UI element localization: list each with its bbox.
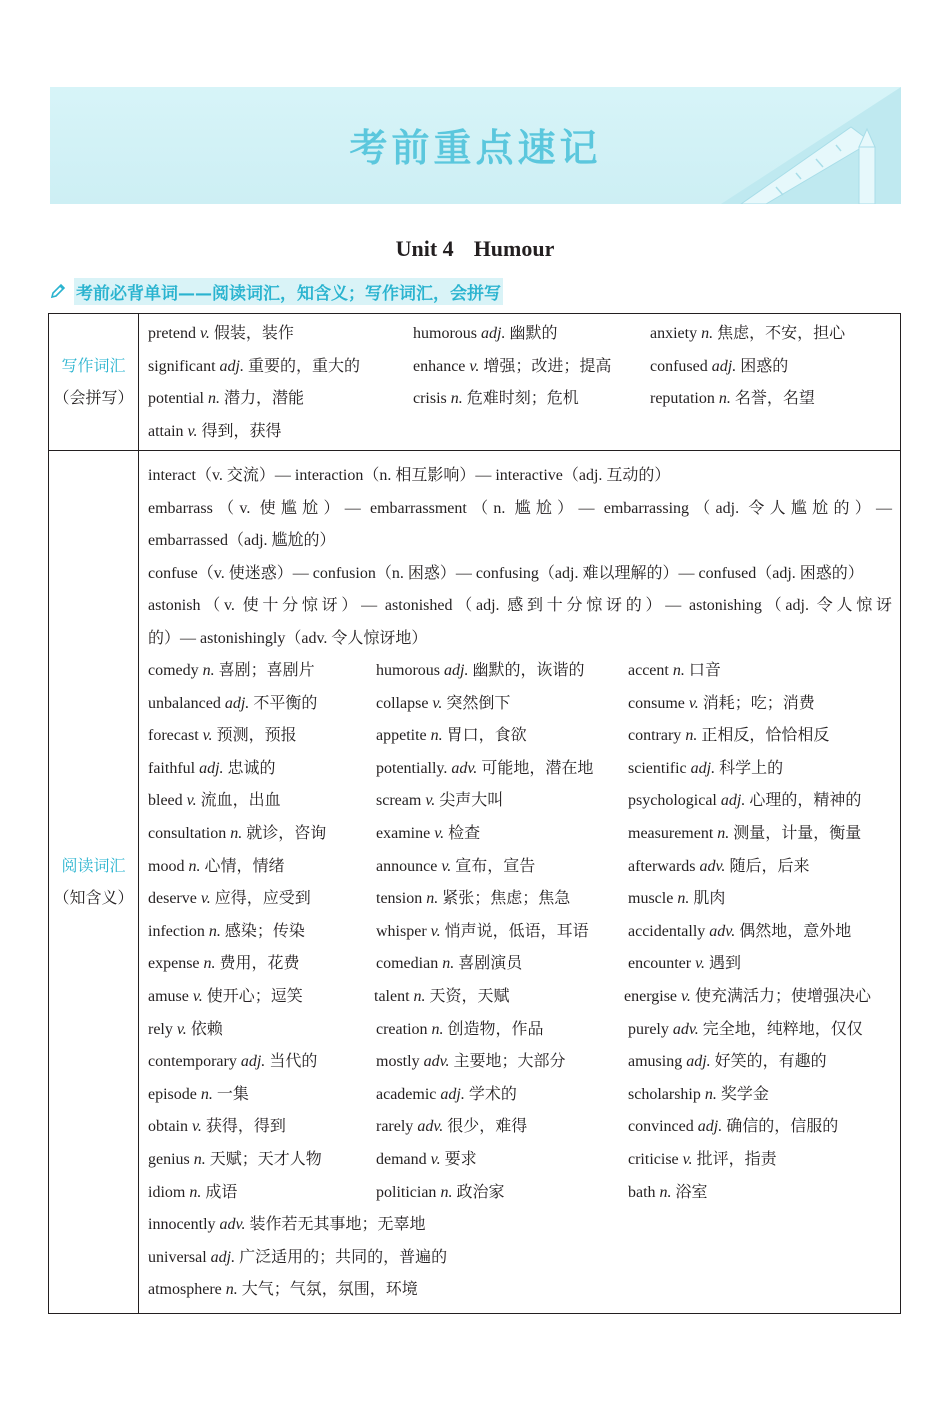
entry-pos: n. — [668, 662, 689, 679]
entry-meaning: 增强；改进；提高 — [483, 357, 612, 375]
entry-pos: v. — [678, 1151, 697, 1168]
vocab-entry — [628, 916, 851, 948]
entry-pos: adj. — [436, 1085, 469, 1103]
entry-meaning: 成语 — [205, 1183, 238, 1201]
entry-meaning: 不平衡的 — [253, 694, 318, 712]
entry-word: contemporary — [148, 1053, 237, 1071]
entry-pos: adj. — [686, 759, 720, 777]
entry-pos: n. — [426, 727, 447, 745]
vocab-entry — [624, 981, 871, 1013]
entry-pos: v. — [428, 694, 447, 712]
vocab-entry — [628, 1014, 863, 1046]
entry-pos: v. — [684, 694, 703, 712]
entry-word: announce — [376, 857, 438, 875]
entry-meaning: 肌肉 — [693, 890, 726, 908]
entry-meaning: 心理的，精神的 — [749, 792, 862, 810]
entry-word: consultation — [148, 825, 227, 842]
entry-pos: n. — [438, 955, 459, 973]
entry-pos: n. — [203, 390, 224, 407]
entry-word: amuse — [148, 988, 189, 1005]
entry-meaning: 口音 — [688, 662, 721, 679]
entry-meaning: 危难时刻；危机 — [466, 390, 579, 407]
vocab-entry — [628, 753, 783, 785]
vocab-entry — [148, 351, 360, 383]
section-title: 考前必背单词——阅读词汇，知含义；写作词汇，会拼写 — [74, 278, 503, 305]
row-divider — [49, 450, 900, 451]
entry-pos: n. — [184, 857, 205, 875]
entry-pos: adj. — [477, 325, 510, 342]
entry-word: amusing — [628, 1053, 683, 1071]
entry-meaning: 遇到 — [709, 955, 742, 973]
entry-pos: n. — [655, 1183, 676, 1201]
entry-word: rarely — [376, 1118, 414, 1136]
entry-meaning: 胃口，食欲 — [446, 727, 527, 745]
entry-pos: adv. — [695, 857, 730, 875]
vocab-entry — [148, 851, 284, 883]
entry-word: mood — [148, 857, 185, 875]
entry-meaning: 名誉，名望 — [734, 390, 815, 407]
vocab-entry — [376, 1046, 566, 1078]
vocab-entry — [148, 753, 276, 785]
entry-meaning: 批评，指责 — [696, 1151, 777, 1168]
vocab-entry — [628, 851, 809, 883]
vocab-entry — [628, 1177, 708, 1209]
vocab-entry — [628, 1144, 777, 1176]
vocab-entry — [628, 948, 741, 980]
entry-meaning: 焦虑，不安，担心 — [717, 325, 846, 342]
entry-word: afterwards — [628, 857, 696, 875]
entry-meaning: 创造物，作品 — [447, 1020, 544, 1038]
entry-pos: v. — [677, 988, 695, 1005]
entry-pos: n. — [185, 1183, 206, 1201]
entry-meaning: 消耗；吃；消费 — [702, 694, 815, 712]
entry-word: mostly — [376, 1053, 420, 1071]
entry-meaning: 悄声说，低语，耳语 — [444, 922, 589, 940]
entry-word: talent — [374, 988, 410, 1005]
entry-word: deserve — [148, 890, 197, 908]
word-family-line: embarrass（v. 使尴尬）— embarrassment（n. 尴尬）— embarrassing（adj. 令人尴尬的）— — [148, 499, 892, 517]
entry-pos: n. — [673, 890, 694, 908]
entry-pos: v. — [188, 1118, 206, 1136]
entry-word: convinced — [628, 1118, 694, 1136]
vocab-entry — [376, 785, 503, 817]
vocab-entry — [628, 655, 721, 687]
entry-pos: v. — [196, 890, 215, 908]
entry-meaning: 测量，计量，衡量 — [733, 825, 862, 842]
entry-pos: adj. — [693, 1118, 727, 1136]
entry-pos: n. — [700, 1085, 721, 1103]
vocab-entry — [376, 1014, 544, 1046]
entry-pos: adj. — [440, 662, 473, 679]
entry-pos: n. — [221, 1281, 242, 1299]
vocab-entry — [628, 720, 829, 752]
entry-word: atmosphere — [148, 1281, 222, 1299]
vocab-entry — [628, 785, 861, 817]
entry-word: examine — [376, 825, 431, 842]
entry-meaning: 很少，难得 — [447, 1118, 528, 1136]
entry-pos: n. — [436, 1183, 457, 1201]
entry-pos: adv. — [668, 1020, 703, 1038]
entry-word: universal — [148, 1248, 207, 1266]
entry-word: consume — [628, 694, 685, 712]
vocab-entry — [148, 1242, 447, 1274]
entry-meaning: 当代的 — [269, 1053, 318, 1071]
vocab-entry — [148, 655, 315, 687]
entry-meaning: 就诊，咨询 — [246, 825, 327, 842]
entry-pos: v. — [195, 325, 214, 342]
entry-meaning: 装作若无其事地；无辜地 — [249, 1216, 426, 1234]
vocab-entry — [413, 318, 557, 350]
entry-word: idiom — [148, 1183, 186, 1201]
entry-meaning: 好笑的，有趣的 — [714, 1053, 827, 1071]
writing-label-main: 写作词汇 — [61, 356, 126, 375]
entry-word: purely — [628, 1020, 669, 1038]
entry-word: academic — [376, 1085, 437, 1103]
entry-pos: adv. — [215, 1216, 250, 1234]
vocab-entry — [628, 1079, 769, 1111]
entry-meaning: 浴室 — [675, 1183, 708, 1201]
vocab-entry — [376, 1111, 527, 1143]
entry-meaning: 天赋；天才人物 — [209, 1151, 322, 1168]
entry-pos: adj. — [206, 1248, 240, 1266]
entry-pos: v. — [188, 988, 207, 1005]
entry-word: measurement — [628, 825, 714, 842]
vocab-entry — [376, 883, 570, 915]
entry-word: expense — [148, 955, 200, 973]
column-divider — [138, 314, 139, 1313]
entry-meaning: 紧张；焦虑；焦急 — [442, 890, 571, 908]
vocab-entry — [374, 981, 510, 1013]
vocab-entry — [628, 883, 725, 915]
entry-word: politician — [376, 1183, 437, 1201]
entry-word: forecast — [148, 727, 199, 745]
entry-meaning: 喜剧演员 — [458, 955, 523, 973]
vocab-entry — [413, 351, 611, 383]
entry-word: bath — [628, 1183, 656, 1201]
vocab-entry — [148, 1177, 237, 1209]
entry-word: accent — [628, 662, 669, 679]
vocab-entry — [376, 818, 480, 850]
entry-word: faithful — [148, 759, 196, 777]
entry-word: tension — [376, 890, 423, 908]
entry-meaning: 忠诚的 — [227, 759, 276, 777]
vocab-entry — [376, 851, 535, 883]
entry-meaning: 广泛适用的；共同的，普遍的 — [239, 1248, 448, 1266]
entry-meaning: 主要地；大部分 — [453, 1053, 566, 1071]
entry-pos: adv. — [413, 1118, 448, 1136]
vocab-entry — [148, 981, 303, 1013]
entry-word: episode — [148, 1085, 197, 1103]
vocab-table — [48, 313, 901, 1314]
word-family-line: interact（v. 交流）— interaction（n. 相互影响）— interactive（adj. 互动的） — [148, 467, 671, 484]
entry-meaning: 喜剧；喜剧片 — [218, 662, 315, 679]
entry-meaning: 政治家 — [456, 1183, 505, 1201]
entry-pos: v. — [172, 1020, 191, 1038]
vocab-entry — [148, 1014, 223, 1046]
entry-word: collapse — [376, 694, 429, 712]
entry-meaning: 检查 — [448, 825, 481, 842]
entry-word: potential — [148, 390, 204, 407]
unit-number: Unit 4 — [395, 236, 454, 261]
entry-pos: v. — [465, 357, 484, 375]
entry-pos: v. — [691, 955, 709, 973]
entry-word: appetite — [376, 727, 427, 745]
vocab-entry — [376, 655, 584, 687]
header-banner — [50, 87, 901, 204]
entry-meaning: 感染；传染 — [224, 922, 305, 940]
entry-word: genius — [148, 1151, 190, 1168]
vocab-entry — [148, 948, 300, 980]
section-label — [50, 279, 503, 303]
entry-meaning: 尖声大叫 — [439, 792, 504, 810]
entry-word: scream — [376, 792, 422, 810]
entry-pos: n. — [697, 325, 718, 342]
entry-meaning: 偶然地，意外地 — [739, 922, 852, 940]
entry-pos: v. — [198, 727, 217, 745]
entry-meaning: 费用，花费 — [219, 955, 300, 973]
entry-pos: n. — [204, 922, 225, 940]
vocab-entry — [148, 1079, 249, 1111]
entry-meaning: 科学上的 — [719, 759, 784, 777]
entry-word: energise — [624, 988, 678, 1005]
entry-meaning: 学术的 — [468, 1085, 517, 1103]
entry-word: enhance — [413, 357, 466, 375]
vocab-entry — [148, 785, 281, 817]
word-family-line: 的）— astonishingly（adv. 令人惊讶地） — [148, 629, 428, 647]
vocab-entry — [650, 383, 815, 415]
entry-pos: n. — [198, 662, 219, 679]
entry-meaning: 可能地，潜在地 — [481, 759, 594, 777]
entry-pos: v. — [426, 1151, 445, 1168]
entry-word: criticise — [628, 1151, 679, 1168]
entry-word: infection — [148, 922, 205, 940]
entry-pos: n. — [196, 1085, 217, 1103]
entry-word: unbalanced — [148, 694, 221, 712]
vocab-entry — [376, 1079, 517, 1111]
entry-word: crisis — [413, 390, 447, 407]
entry-pos: n. — [199, 955, 220, 973]
entry-pos: n. — [409, 988, 430, 1005]
entry-word: confused — [650, 357, 708, 375]
entry-meaning: 确信的，信服的 — [726, 1118, 839, 1136]
vocab-entry — [376, 688, 510, 720]
reading-label-main: 阅读词汇 — [61, 856, 126, 875]
unit-name: Humour — [473, 236, 555, 261]
entry-pos: n. — [422, 890, 443, 908]
entry-meaning: 使开心；逗笑 — [206, 988, 303, 1005]
entry-meaning: 假装，装作 — [213, 325, 294, 342]
entry-meaning: 重要的，重大的 — [248, 357, 361, 375]
entry-pos: v. — [437, 857, 456, 875]
vocab-entry — [148, 1111, 286, 1143]
vocab-entry — [628, 818, 861, 850]
entry-word: accidentally — [628, 922, 706, 940]
entry-word: encounter — [628, 955, 692, 973]
entry-pos: adj. — [195, 759, 228, 777]
entry-word: obtain — [148, 1118, 188, 1136]
entry-word: comedy — [148, 662, 199, 679]
entry-meaning: 得到，获得 — [201, 422, 282, 440]
vocab-entry — [148, 688, 317, 720]
entry-word: scholarship — [628, 1085, 701, 1103]
entry-pos: adj. — [236, 1053, 270, 1071]
entry-meaning: 预测，预报 — [216, 727, 297, 745]
vocab-entry — [148, 1144, 322, 1176]
entry-word: reputation — [650, 390, 715, 407]
entry-word: rely — [148, 1020, 173, 1038]
pencil-icon — [50, 283, 66, 299]
entry-pos: adv. — [419, 1053, 454, 1071]
entry-pos: n. — [446, 390, 467, 407]
vocab-entry — [628, 1111, 838, 1143]
banner-title: 考前重点速记 — [349, 126, 602, 170]
entry-meaning: 困惑的 — [740, 357, 789, 375]
entry-meaning: 宣布，宣告 — [455, 857, 536, 875]
entry-word: innocently — [148, 1216, 216, 1234]
vocab-entry — [376, 948, 522, 980]
word-family-line: astonish（v. 使十分惊讶）— astonished（adj. 感到十分惊讶的）— astonishing（adj. 令人惊讶 — [148, 597, 892, 614]
entry-meaning: 完全地，纯粹地，仅仅 — [702, 1020, 863, 1038]
reading-label-sub: （知含义） — [53, 888, 134, 907]
vocab-entry — [413, 383, 579, 415]
entry-meaning: 获得，得到 — [205, 1118, 286, 1136]
entry-word: anxiety — [650, 325, 698, 342]
entry-meaning: 随后，后来 — [729, 857, 810, 875]
vocab-entry — [148, 818, 326, 850]
reading-vocab-label — [49, 850, 138, 914]
entry-meaning: 心情，情绪 — [204, 857, 285, 875]
entry-word: potentially. — [376, 759, 448, 777]
entry-meaning: 依赖 — [190, 1020, 223, 1038]
entry-meaning: 幽默的，诙谐的 — [472, 662, 585, 679]
entry-meaning: 潜力，潜能 — [223, 390, 304, 407]
entry-meaning: 一集 — [216, 1085, 249, 1103]
entry-pos: adj. — [707, 357, 741, 375]
entry-meaning: 使充满活力；使增强决心 — [694, 988, 871, 1005]
entry-pos: v. — [426, 922, 445, 940]
entry-pos: v. — [183, 422, 202, 440]
vocab-entry — [376, 916, 589, 948]
vocab-entry — [628, 1046, 827, 1078]
vocab-entry — [148, 1046, 317, 1078]
entry-pos: v. — [430, 825, 449, 842]
entry-word: humorous — [413, 325, 477, 342]
entry-pos: n. — [189, 1151, 210, 1168]
entry-word: contrary — [628, 727, 682, 745]
entry-word: muscle — [628, 890, 674, 908]
entry-pos: n. — [681, 727, 702, 745]
writing-vocab-label — [49, 350, 138, 414]
entry-meaning: 幽默的 — [509, 325, 558, 342]
vocab-entry — [148, 916, 305, 948]
vocab-entry — [148, 883, 311, 915]
entry-pos: v. — [421, 792, 440, 810]
vocab-entry — [628, 688, 815, 720]
entry-pos: adj. — [215, 357, 248, 375]
entry-word: significant — [148, 357, 216, 375]
vocab-entry — [376, 720, 527, 752]
entry-word: demand — [376, 1151, 427, 1168]
entry-pos: adj. — [682, 1053, 715, 1071]
vocab-entry — [148, 383, 304, 415]
word-family-line: confuse（v. 使迷惑）— confusion（n. 困惑）— confusing（adj. 难以理解的）— confused（adj. 困惑的） — [148, 564, 864, 582]
entry-pos: n. — [713, 825, 734, 842]
vocab-entry — [376, 753, 593, 785]
entry-word: comedian — [376, 955, 439, 973]
entry-pos: v. — [182, 792, 201, 810]
vocab-entry — [376, 1144, 477, 1176]
unit-heading — [0, 236, 950, 262]
entry-meaning: 应得，应受到 — [214, 890, 311, 908]
entry-meaning: 奖学金 — [720, 1085, 769, 1103]
entry-meaning: 天资，天赋 — [429, 988, 510, 1005]
entry-meaning: 大气；气氛，氛围，环境 — [241, 1281, 418, 1299]
entry-meaning: 流血，出血 — [200, 792, 281, 810]
entry-word: attain — [148, 422, 184, 440]
entry-pos: adv. — [705, 922, 740, 940]
vocab-entry — [650, 351, 788, 383]
entry-word: bleed — [148, 792, 183, 810]
entry-word: creation — [376, 1020, 428, 1038]
entry-word: humorous — [376, 662, 440, 679]
vocab-entry — [148, 1274, 418, 1306]
vocab-entry — [650, 318, 845, 350]
entry-word: pretend — [148, 325, 196, 342]
entry-meaning: 正相反，恰恰相反 — [701, 727, 830, 745]
entry-meaning: 要求 — [444, 1151, 477, 1168]
word-family-line: embarrassed（adj. 尴尬的） — [148, 532, 336, 549]
entry-pos: n. — [714, 390, 735, 407]
entry-meaning: 突然倒下 — [446, 694, 511, 712]
entry-pos: adv. — [447, 759, 482, 777]
vocab-entry — [376, 1177, 504, 1209]
vocab-entry — [148, 416, 281, 448]
entry-pos: adj. — [220, 694, 254, 712]
ruler-pencil-decoration — [681, 87, 901, 204]
entry-word: whisper — [376, 922, 427, 940]
entry-pos: adj. — [716, 792, 750, 810]
entry-pos: n. — [427, 1020, 448, 1038]
entry-word: psychological — [628, 792, 717, 810]
entry-word: scientific — [628, 759, 687, 777]
writing-label-sub: （会拼写） — [53, 388, 134, 407]
vocab-entry — [148, 1209, 425, 1241]
entry-pos: n. — [226, 825, 247, 842]
vocab-entry — [148, 318, 294, 350]
vocab-entry — [148, 720, 297, 752]
